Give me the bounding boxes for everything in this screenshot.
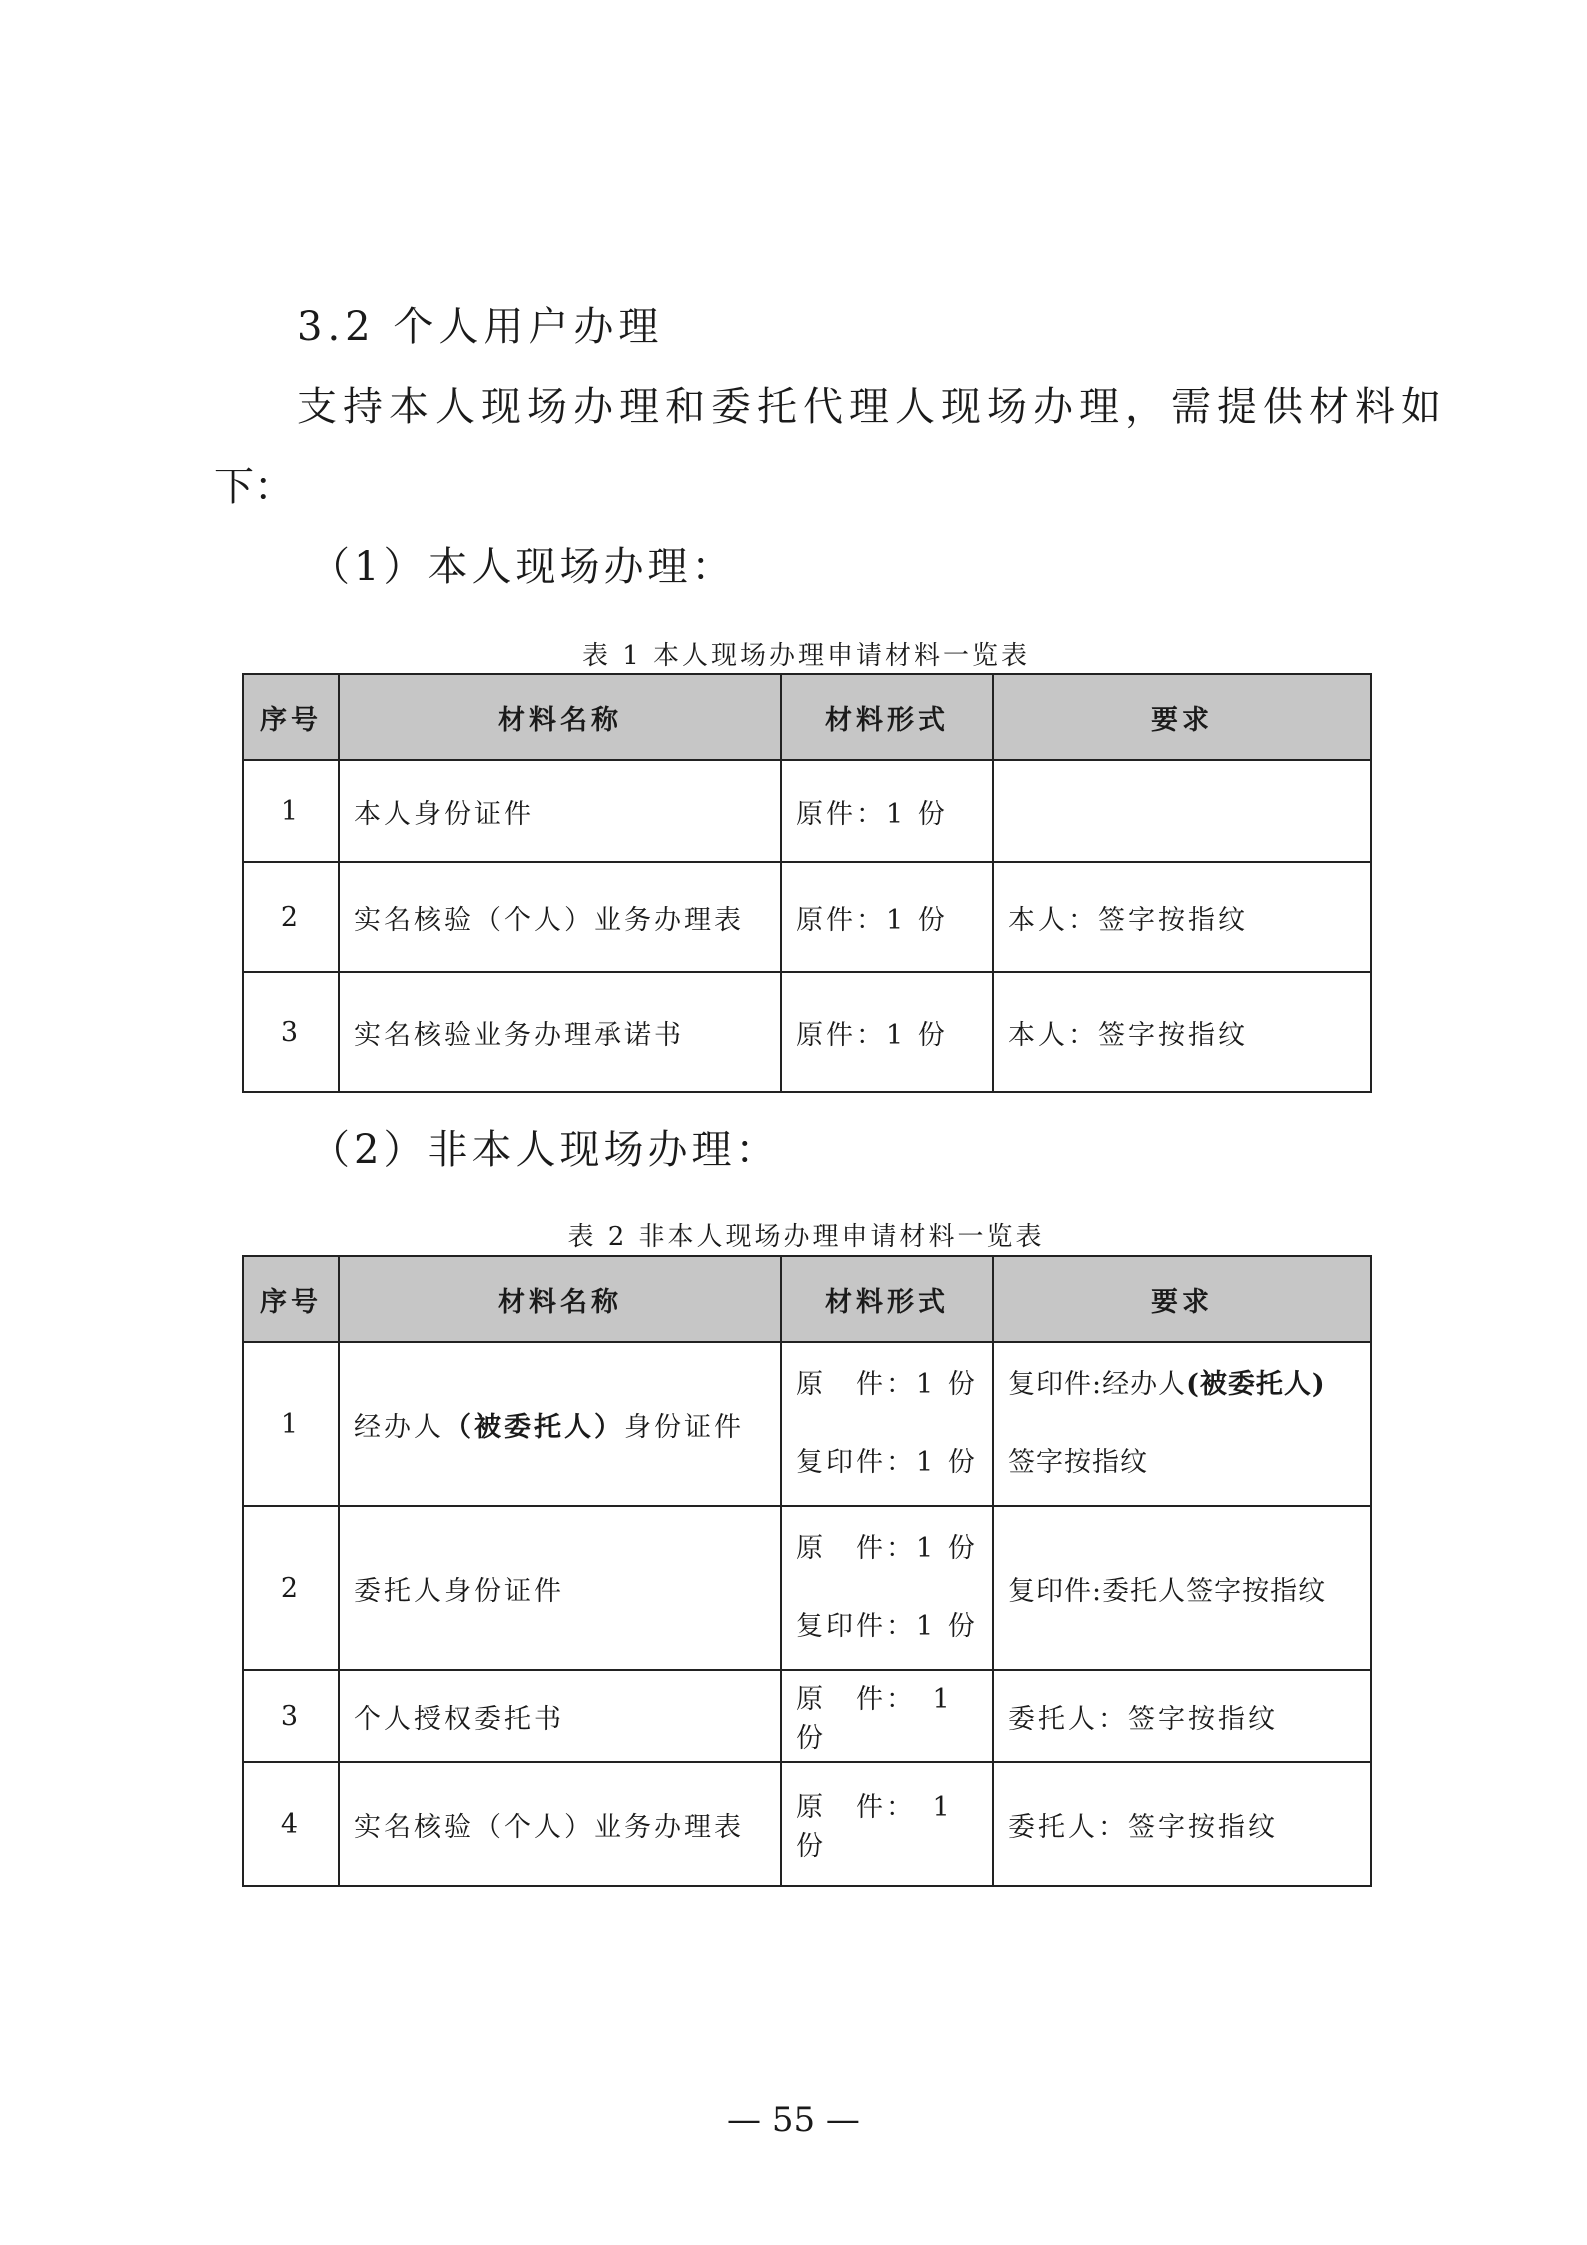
- cell-form: [781, 1506, 993, 1670]
- cell-name: 实名核验业务办理承诺书: [339, 972, 781, 1092]
- cell-name: 实名核验（个人）业务办理表: [339, 1762, 781, 1886]
- table-row: [243, 760, 1371, 862]
- req-bold: (被委托人): [1186, 1369, 1326, 1400]
- table-row: [243, 1506, 1371, 1670]
- cell-form: 原件：1 份: [781, 972, 993, 1092]
- form-line: 原 件：1 份: [796, 1369, 978, 1400]
- cell-name-bold: （被委托人）: [444, 1411, 624, 1443]
- cell-form: 原 件： 1 份: [781, 1670, 993, 1762]
- table-row: [243, 1342, 1371, 1506]
- table-header-row: [243, 1256, 1371, 1342]
- header-material-name: 材料名称: [339, 1256, 781, 1342]
- cell-requirement: 委托人：签字按指纹: [993, 1670, 1371, 1762]
- cell-requirement: 本人：签字按指纹: [993, 972, 1371, 1092]
- cell-no: 4: [243, 1762, 339, 1886]
- subheading-in-person: （1）本人现场办理：: [310, 544, 736, 590]
- cell-name: 实名核验（个人）业务办理表: [339, 862, 781, 972]
- cell-no: 3: [243, 1670, 339, 1762]
- cell-name: 委托人身份证件: [339, 1506, 781, 1670]
- table1-caption: 表 1 本人现场办理申请材料一览表: [581, 641, 1031, 671]
- header-requirement: 要求: [993, 1256, 1371, 1342]
- cell-no: 2: [243, 1506, 339, 1670]
- cell-name: 本人身份证件: [339, 760, 781, 862]
- cell-form: 原 件： 1 份: [781, 1762, 993, 1886]
- header-no: 序号: [243, 674, 339, 760]
- intro-paragraph: 支持本人现场办理和委托代理人现场办理，需提供材料如: [297, 384, 1447, 430]
- req-line: 签字按指纹: [1008, 1447, 1148, 1478]
- table-row: [243, 862, 1371, 972]
- cell-name-part: 经办人: [354, 1411, 444, 1443]
- table-row: [243, 972, 1371, 1092]
- header-material-form: 材料形式: [781, 1256, 993, 1342]
- cell-no: 2: [243, 862, 339, 972]
- header-no: 序号: [243, 1256, 339, 1342]
- cell-no: 3: [243, 972, 339, 1092]
- form-line: 复印件：1 份: [796, 1611, 978, 1642]
- intro-paragraph-continued: 下：: [214, 464, 294, 510]
- cell-requirement: 委托人：签字按指纹: [993, 1762, 1371, 1886]
- table-header-row: [243, 674, 1371, 760]
- cell-no: 1: [243, 760, 339, 862]
- table2: [242, 1255, 1372, 1887]
- cell-name: 个人授权委托书: [339, 1670, 781, 1762]
- table-row: [243, 1762, 1371, 1886]
- cell-name: [339, 1342, 781, 1506]
- cell-no: 1: [243, 1342, 339, 1506]
- cell-name-part: 身份证件: [624, 1411, 744, 1443]
- page-number: — 55 —: [727, 2100, 860, 2140]
- cell-requirement: 本人：签字按指纹: [993, 862, 1371, 972]
- cell-form: 原件：1 份: [781, 862, 993, 972]
- table1: [242, 673, 1372, 1093]
- req-line: [1008, 1346, 1356, 1424]
- cell-form: [781, 1342, 993, 1506]
- table-row: [243, 1670, 1371, 1762]
- header-material-name: 材料名称: [339, 674, 781, 760]
- req-part: 复印件:经办人: [1008, 1369, 1187, 1400]
- cell-requirement: 复印件:委托人签字按指纹: [993, 1506, 1371, 1670]
- form-line: 原 件：1 份: [796, 1533, 978, 1564]
- subheading-proxy: （2）非本人现场办理：: [310, 1127, 780, 1173]
- cell-form: 原件：1 份: [781, 760, 993, 862]
- header-material-form: 材料形式: [781, 674, 993, 760]
- table2-caption: 表 2 非本人现场办理申请材料一览表: [567, 1222, 1045, 1252]
- section-heading: 3.2 个人用户办理: [297, 304, 664, 350]
- form-line: 复印件：1 份: [796, 1447, 978, 1478]
- cell-requirement: [993, 760, 1371, 862]
- header-requirement: 要求: [993, 674, 1371, 760]
- cell-requirement: [993, 1342, 1371, 1506]
